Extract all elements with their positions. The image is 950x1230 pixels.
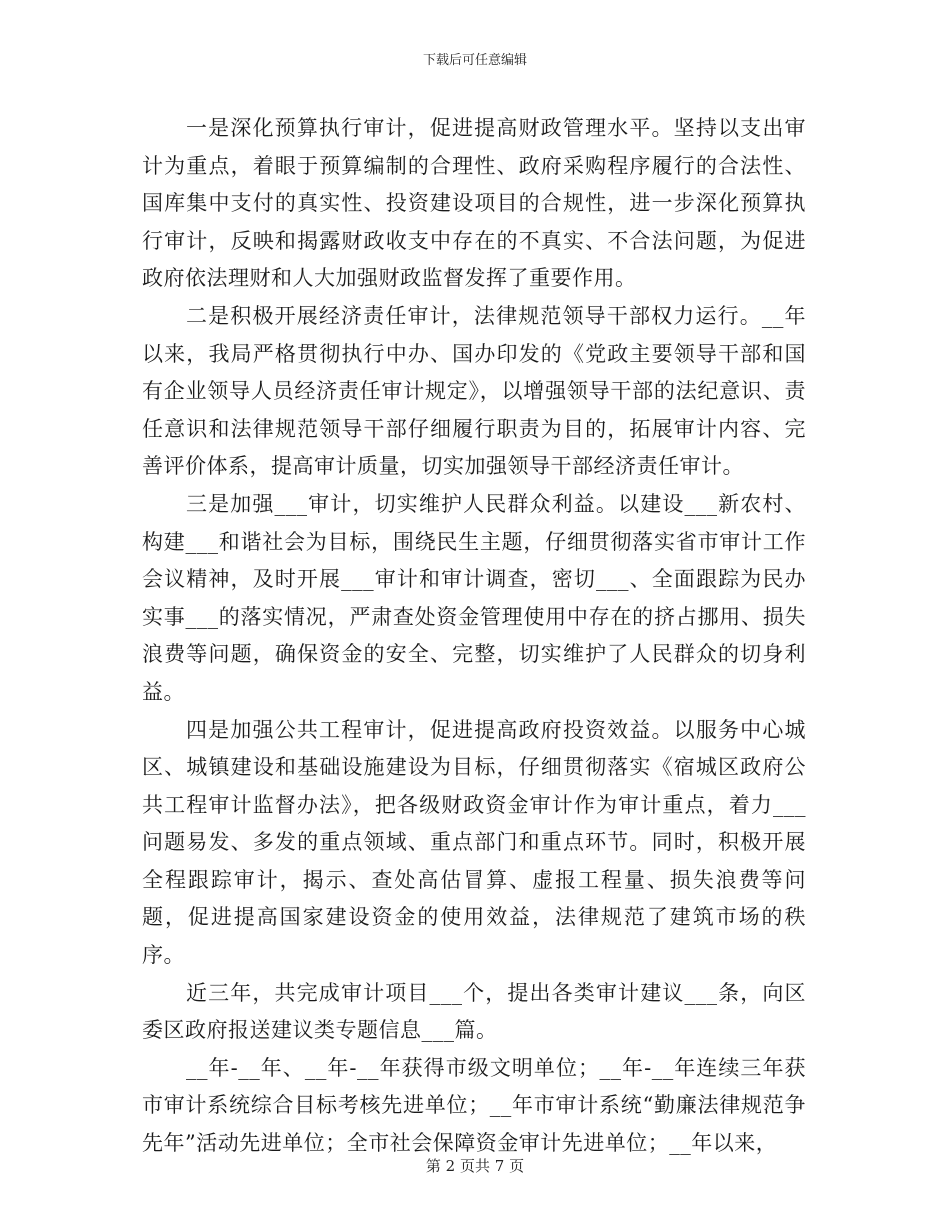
- paragraph-three-year-summary: 近三年，共完成审计项目___个，提出各类审计建议___条，向区委区政府报送建议类专题信息___篇。: [142, 980, 806, 1043]
- page-number: 第 2 页共 7 页: [425, 1157, 525, 1175]
- paragraph-public-interest-audit: 三是加强___审计，切实维护人民群众利益。以建设___新农村、构建___和谐社会为目标，围绕民生主题，仔细贯彻落实省市审计工作会议精神，及时开展___审计和审计调查，密切___、全面跟踪为民办实事___的落实情况，严肃查处资金管理使用中存在的挤占挪用、损失浪费等问题，确保资金的安全、完整，切实维护了人民群众的切身利益。: [142, 491, 806, 704]
- page-header: 下载后可任意编辑: [422, 53, 527, 68]
- paragraph-public-works-audit: 四是加强公共工程审计，促进提高政府投资效益。以服务中心城区、城镇建设和基础设施建设为目标，仔细贯彻落实《宿城区政府公共工程审计监督办法》，把各级财政资金审计作为审计重点，着力___问题易发、多发的重点领域、重点部门和重点环节。同时，积极开展全程跟踪审计，揭示、查处高估冒算、虚报工程量、损失浪费等问题，促进提高国家建设资金的使用效益，法律规范了建筑市场的秩序。: [142, 717, 806, 968]
- paragraph-economic-responsibility: 二是积极开展经济责任审计，法律规范领导干部权力运行。__年以来，我局严格贯彻执行中办、国办印发的《党政主要领导干部和国有企业领导人员经济责任审计规定》，以增强领导干部的法纪意识、责任意识和法律规范领导干部仔细履行职责为目的，拓展审计内容、完善评价体系，提高审计质量，切实加强领导干部经济责任审计。: [142, 303, 806, 479]
- document-body: [142, 110, 806, 1163]
- paragraph-honors: __年-__年、__年-__年获得市级文明单位；__年-__年连续三年获市审计系统综合目标考核先进单位；__年市审计系统“勤廉法律规范争先年”活动先进单位；全市社会保障资金审计先进单位；__年以来，: [142, 1055, 806, 1156]
- paragraph-budget-audit: 一是深化预算执行审计，促进提高财政管理水平。坚持以支出审计为重点，着眼于预算编制的合理性、政府采购程序履行的合法性、国库集中支付的真实性、投资建设项目的合规性，进一步深化预算执行审计，反映和揭露财政收支中存在的不真实、不合法问题，为促进政府依法理财和人大加强财政监督发挥了重要作用。: [142, 116, 806, 291]
